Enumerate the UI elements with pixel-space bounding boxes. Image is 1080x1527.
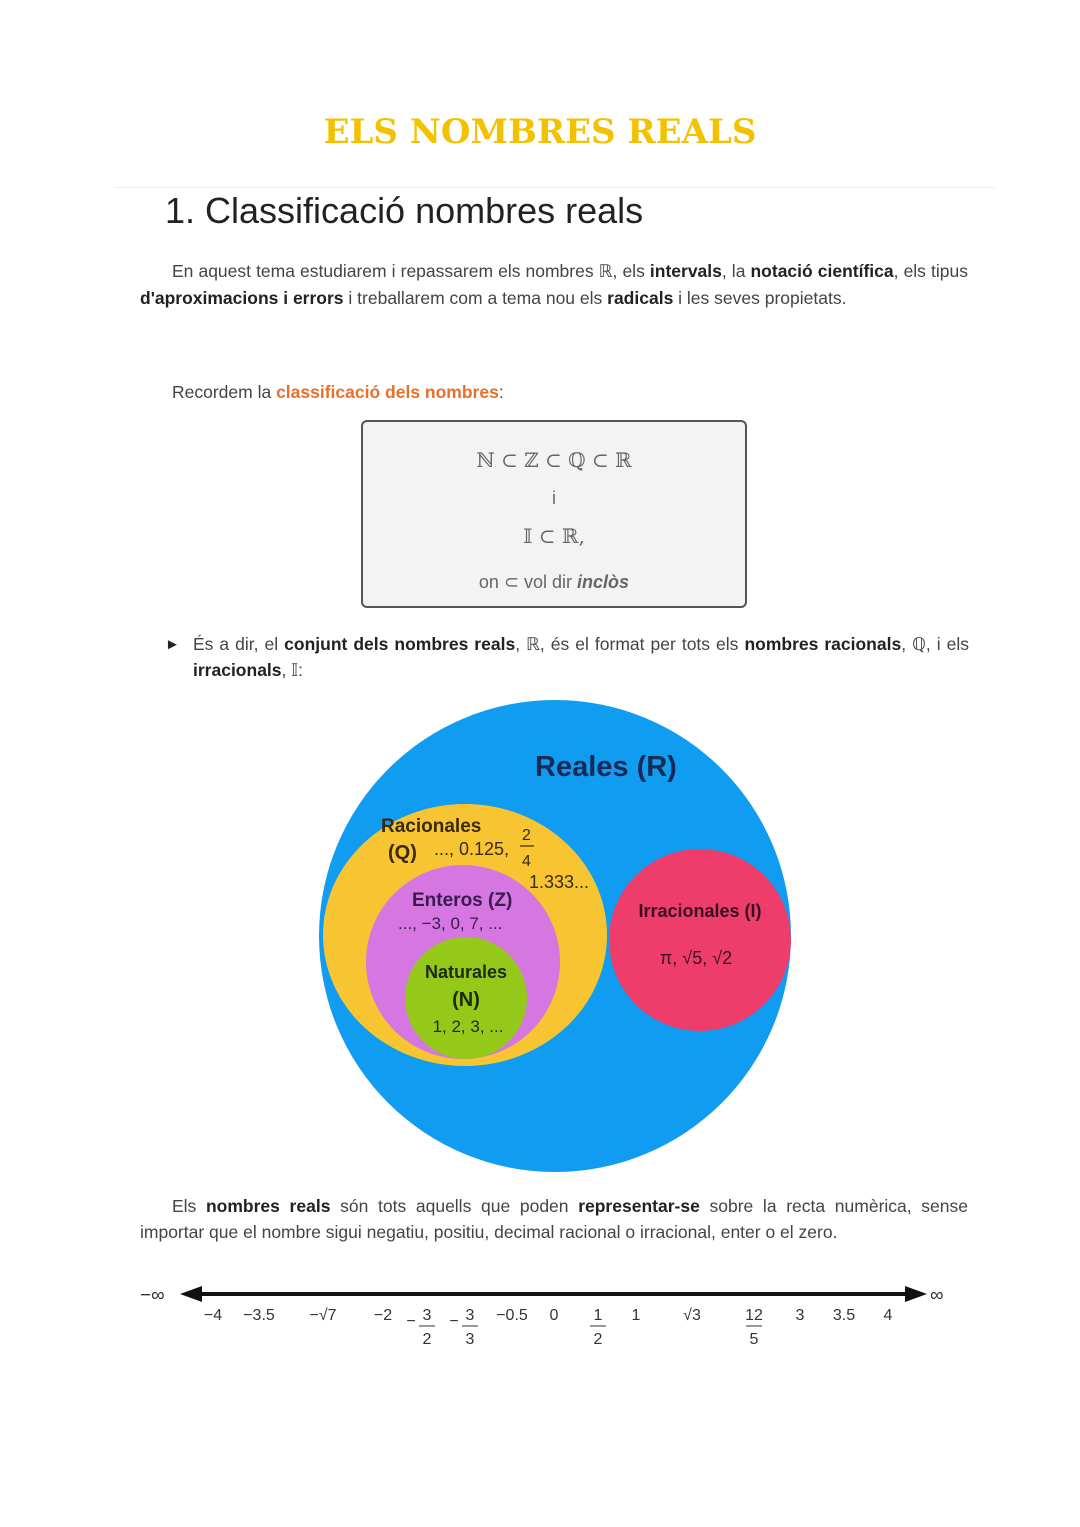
tick-label: 3 [795,1307,805,1324]
right-arrow-icon [905,1286,927,1302]
bold-text: representar-se [578,1196,700,1216]
enteros-example: ..., −3, 0, 7, ... [398,914,503,933]
infinity-label: ∞ [930,1285,944,1306]
racionales-example: ..., 0.125, [434,839,510,859]
tick-label: 3.5 [832,1307,856,1324]
racionales-label: Racionales [381,816,482,837]
bold-text: intervals [649,261,722,281]
text: , els tipus [893,261,968,281]
closing-paragraph [140,1193,968,1245]
tick-label: −0.5 [496,1307,528,1324]
irrational-inclusion: 𝕀 ⊂ ℝ, [523,524,585,548]
text: , ℝ, és el format per tots els [515,634,745,654]
text: i les seves propietats. [673,288,847,308]
emphasis-text: inclòs [577,572,630,592]
tick-label: 4 [883,1307,893,1324]
connector: i [552,488,556,508]
text: Recordem la [172,382,277,402]
text: En aquest tema estudiarem i repassarem els nombres ℝ, els [172,261,650,281]
highlight-text: classificació dels nombres [276,382,499,402]
text: Els [172,1196,206,1216]
racionales-symbol: (Q) [388,842,417,864]
irracionales-set [609,849,791,1031]
irracionales-example: π, √5, √2 [659,948,733,968]
naturales-example: 1, 2, 3, ... [432,1017,504,1036]
tick-label: √3 [683,1307,701,1324]
bold-text: conjunt dels nombres reals [284,634,516,654]
bold-text: radicals [607,288,674,308]
text: És a dir, el [193,634,285,654]
number-line [0,1270,1080,1360]
bold-text: notació científica [750,261,894,281]
fraction-numerator: 2 [522,827,531,844]
enteros-label: Enteros (Z) [412,890,513,911]
text: sobre la recta numèrica, sense importar que el nombre sigui negatiu, positiu, decimal racional o irracional, enter o el zero. [140,1196,968,1242]
tick-label-denominator: 2 [593,1331,603,1348]
racionales-example-2: 1.333... [529,872,590,892]
tick-label-numerator: 1 [593,1307,603,1324]
inclusion-chain: ℕ ⊂ ℤ ⊂ ℚ ⊂ ℝ [476,448,632,472]
tick-label: −2 [373,1307,393,1324]
left-arrow-icon [180,1286,202,1302]
text: són tots aquells que poden [330,1196,579,1216]
tick-label-sign: − [406,1313,416,1330]
text: , la [721,261,751,281]
tick-label: −4 [203,1307,223,1324]
tick-label-denominator: 3 [465,1331,475,1348]
naturales-symbol: (N) [452,989,480,1011]
tick-label-numerator: 3 [422,1307,432,1324]
text: on ⊂ vol dir [478,572,578,592]
irracionales-label: Irracionales (I) [638,901,762,921]
tick-label: −√7 [309,1307,337,1324]
text: : [498,382,504,402]
text: , 𝕀: [281,660,303,680]
bold-text: nombres reals [205,1196,331,1216]
text: , ℚ, i els [901,634,969,654]
section-heading: 1. Classificació nombres reals [165,190,644,231]
bold-text: irracionals [193,660,282,680]
tick-label-numerator: 12 [745,1307,763,1324]
fraction-denominator: 4 [522,853,531,870]
tick-label-numerator: 3 [465,1307,475,1324]
bold-text: nombres racionals [744,634,902,654]
document-title: ELS NOMBRES REALS [323,112,757,152]
tick-label-denominator: 5 [749,1331,759,1348]
text: i treballarem com a tema nou els [343,288,608,308]
bullet-icon: ► [165,636,180,653]
tick-label-sign: − [449,1313,459,1330]
tick-label: 0 [549,1307,559,1324]
naturales-label: Naturales [424,962,508,982]
negative-infinity-label: −∞ [140,1285,165,1306]
tick-label: 1 [631,1307,641,1324]
bold-text: d'aproximacions i errors [140,288,344,308]
reales-label: Reales (R) [535,751,677,783]
tick-label-denominator: 2 [422,1331,432,1348]
tick-label: −3.5 [243,1307,275,1324]
